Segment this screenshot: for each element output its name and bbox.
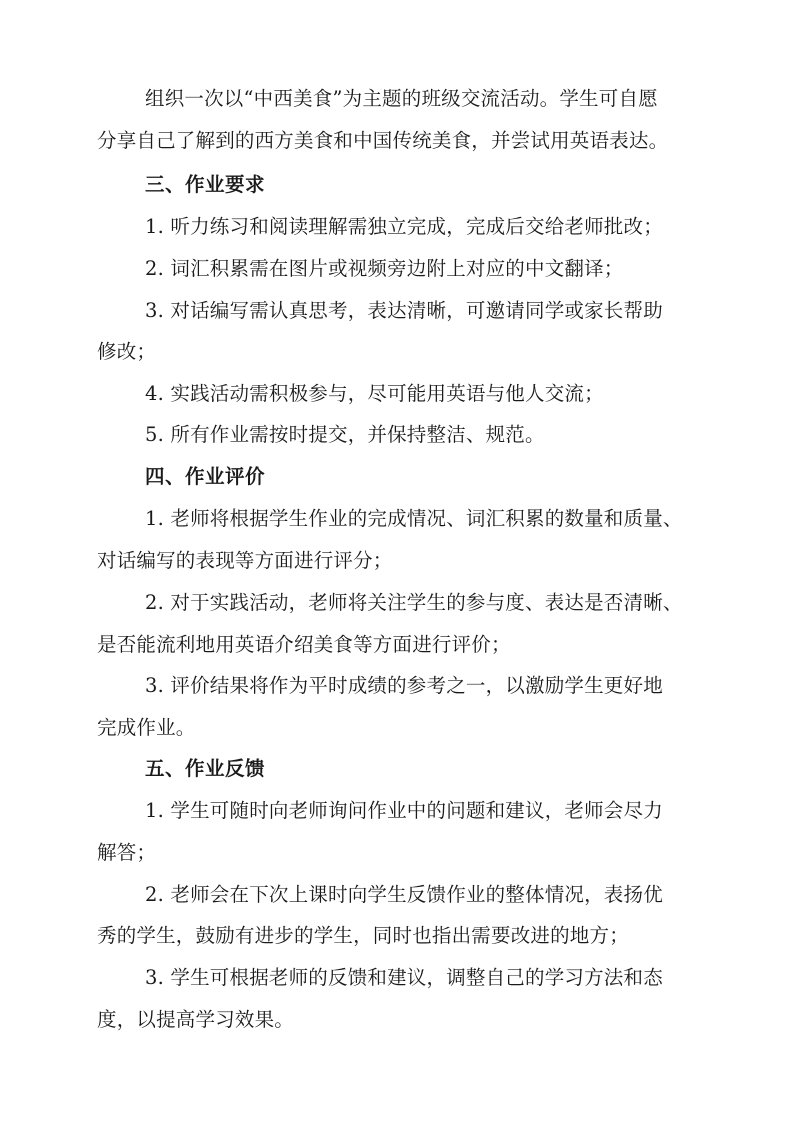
feedback-item-1-line-1: 1. 学生可随时向老师询问作业中的问题和建议，老师会尽力	[145, 799, 663, 822]
section-heading-requirements: 三、作业要求	[145, 173, 266, 196]
feedback-item-2-line-2: 秀的学生，鼓励有进步的学生，同时也指出需要改进的地方；	[97, 924, 629, 947]
requirement-item-4: 4. 实践活动需积极参与，尽可能用英语与他人交流；	[145, 382, 604, 405]
feedback-item-2-line-1: 2. 老师会在下次上课时向学生反馈作业的整体情况，表扬优	[145, 883, 663, 906]
evaluation-item-1-line-1: 1. 老师将根据学生作业的完成情况、词汇积累的数量和质量、	[145, 507, 683, 530]
section-heading-evaluation: 四、作业评价	[145, 465, 266, 488]
requirement-item-3-line-2: 修改；	[97, 340, 157, 363]
evaluation-item-3-line-1: 3. 评价结果将作为平时成绩的参考之一，以激励学生更好地	[145, 674, 663, 697]
evaluation-item-2-line-2: 是否能流利地用英语介绍美食等方面进行评价；	[97, 633, 511, 656]
intro-line-1: 组织一次以“中西美食”为主题的班级交流活动。学生可自愿	[145, 87, 658, 110]
requirement-item-3-line-1: 3. 对话编写需认真思考，表达清晰，可邀请同学或家长帮助	[145, 299, 663, 322]
requirement-item-2: 2. 词汇积累需在图片或视频旁边附上对应的中文翻译；	[145, 257, 624, 280]
evaluation-item-1-line-2: 对话编写的表现等方面进行评分；	[97, 549, 393, 572]
requirement-item-5: 5. 所有作业需按时提交，并保持整洁、规范。	[145, 423, 545, 446]
feedback-item-3-line-2: 度，以提高学习效果。	[97, 1008, 295, 1031]
feedback-item-3-line-1: 3. 学生可根据老师的反馈和建议，调整自己的学习方法和态	[145, 966, 663, 989]
feedback-item-1-line-2: 解答；	[97, 841, 157, 864]
section-heading-feedback: 五、作业反馈	[145, 757, 266, 780]
intro-line-2: 分享自己了解到的西方美食和中国传统美食，并尝试用英语表达。	[97, 129, 669, 152]
requirement-item-1: 1. 听力练习和阅读理解需独立完成，完成后交给老师批改；	[145, 215, 663, 238]
evaluation-item-2-line-1: 2. 对于实践活动，老师将关注学生的参与度、表达是否清晰、	[145, 591, 683, 614]
evaluation-item-3-line-2: 完成作业。	[97, 716, 196, 739]
